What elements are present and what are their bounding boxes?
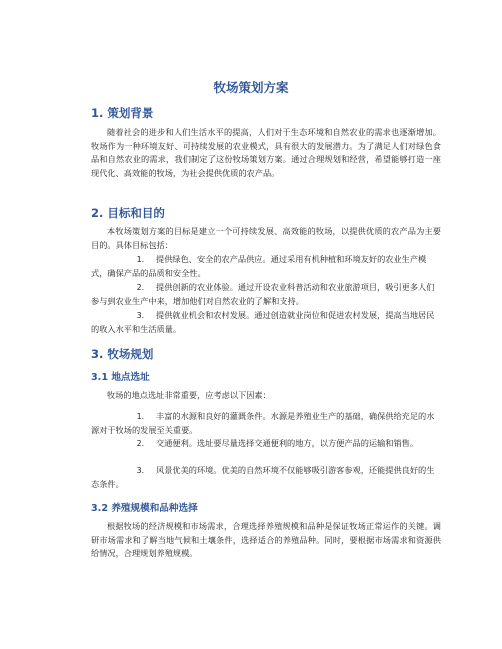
site-list-item (91, 464, 441, 491)
section-heading-goals: 2. 目标和目的 (91, 206, 165, 220)
subsection-heading-site: 3.1 地点选址 (91, 372, 150, 383)
list-item-text: 提供创新的农业体验。通过开设农业科普活动和农业旅游项目，吸引更多人们参与到农业生产中来，增加他们对自然农业的了解和支持。 (91, 282, 435, 306)
list-item-text: 提供绿色、安全的农产品供应。通过采用有机种植和环境友好的农业生产模式，确保产品的品质和安全性。 (91, 254, 427, 278)
document-title: 牧场策划方案 (213, 80, 289, 95)
site-list-item (91, 437, 441, 451)
list-item-text: 交通便利。选址要尽量选择交通便利的地方，以方便产品的运输和销售。 (156, 438, 419, 448)
list-number: 1. (136, 412, 144, 421)
site-list-item (91, 410, 441, 437)
section-heading-background: 1. 策划背景 (91, 106, 154, 120)
goals-list-item (91, 281, 441, 308)
list-number: 3. (136, 311, 144, 320)
scale-paragraph: 根据牧场的经济规模和市场需求，合理选择养殖规模和品种是保证牧场正常运作的关键。调研市场需求和了解当地气候和土壤条件，选择适合的养殖品种。同时，要根据市场需求和资源供给情况，合理规划养殖规模。 (91, 521, 441, 559)
site-paragraph: 牧场的地点选址非常重要，应考虑以下因素： (107, 390, 271, 400)
list-item-text: 丰富的水源和良好的灌溉条件。水源是养殖业生产的基础，确保供给充足的水源对于牧场的发展至关重要。 (91, 411, 435, 435)
background-paragraph: 随着社会的进步和人们生活水平的提高，人们对于生态环境和自然农业的需求也逐渐增加。牧场作为一种环境友好、可持续发展的农业模式，具有很大的发展潜力。为了满足人们对绿色食品和自然农业的需求，我们制定了这份牧场策划方案。通过合理规划和经营，希望能够打造一座现代化、高效能的牧场，为社会提供优质的农产品。 (91, 127, 441, 178)
list-item-text: 风景优美的环境。优美的自然环境不仅能够吸引游客参观，还能提供良好的生态条件。 (91, 465, 435, 489)
section-heading-planning: 3. 牧场规划 (91, 347, 154, 361)
goals-paragraph: 本牧场策划方案的目标是建立一个可持续发展、高效能的牧场，以提供优质的农产品为主要目的。具体目标包括： (91, 226, 441, 250)
list-item-text: 提供就业机会和农村发展。通过创造就业岗位和促进农村发展，提高当地居民的收入水平和生活质量。 (91, 310, 435, 334)
list-number: 2. (136, 283, 144, 292)
list-number: 1. (136, 255, 144, 264)
goals-list-item (91, 309, 441, 336)
list-number: 3. (136, 466, 144, 475)
list-number: 2. (136, 439, 144, 448)
subsection-heading-scale: 3.2 养殖规模和品种选择 (91, 503, 198, 514)
goals-list-item (91, 253, 441, 280)
